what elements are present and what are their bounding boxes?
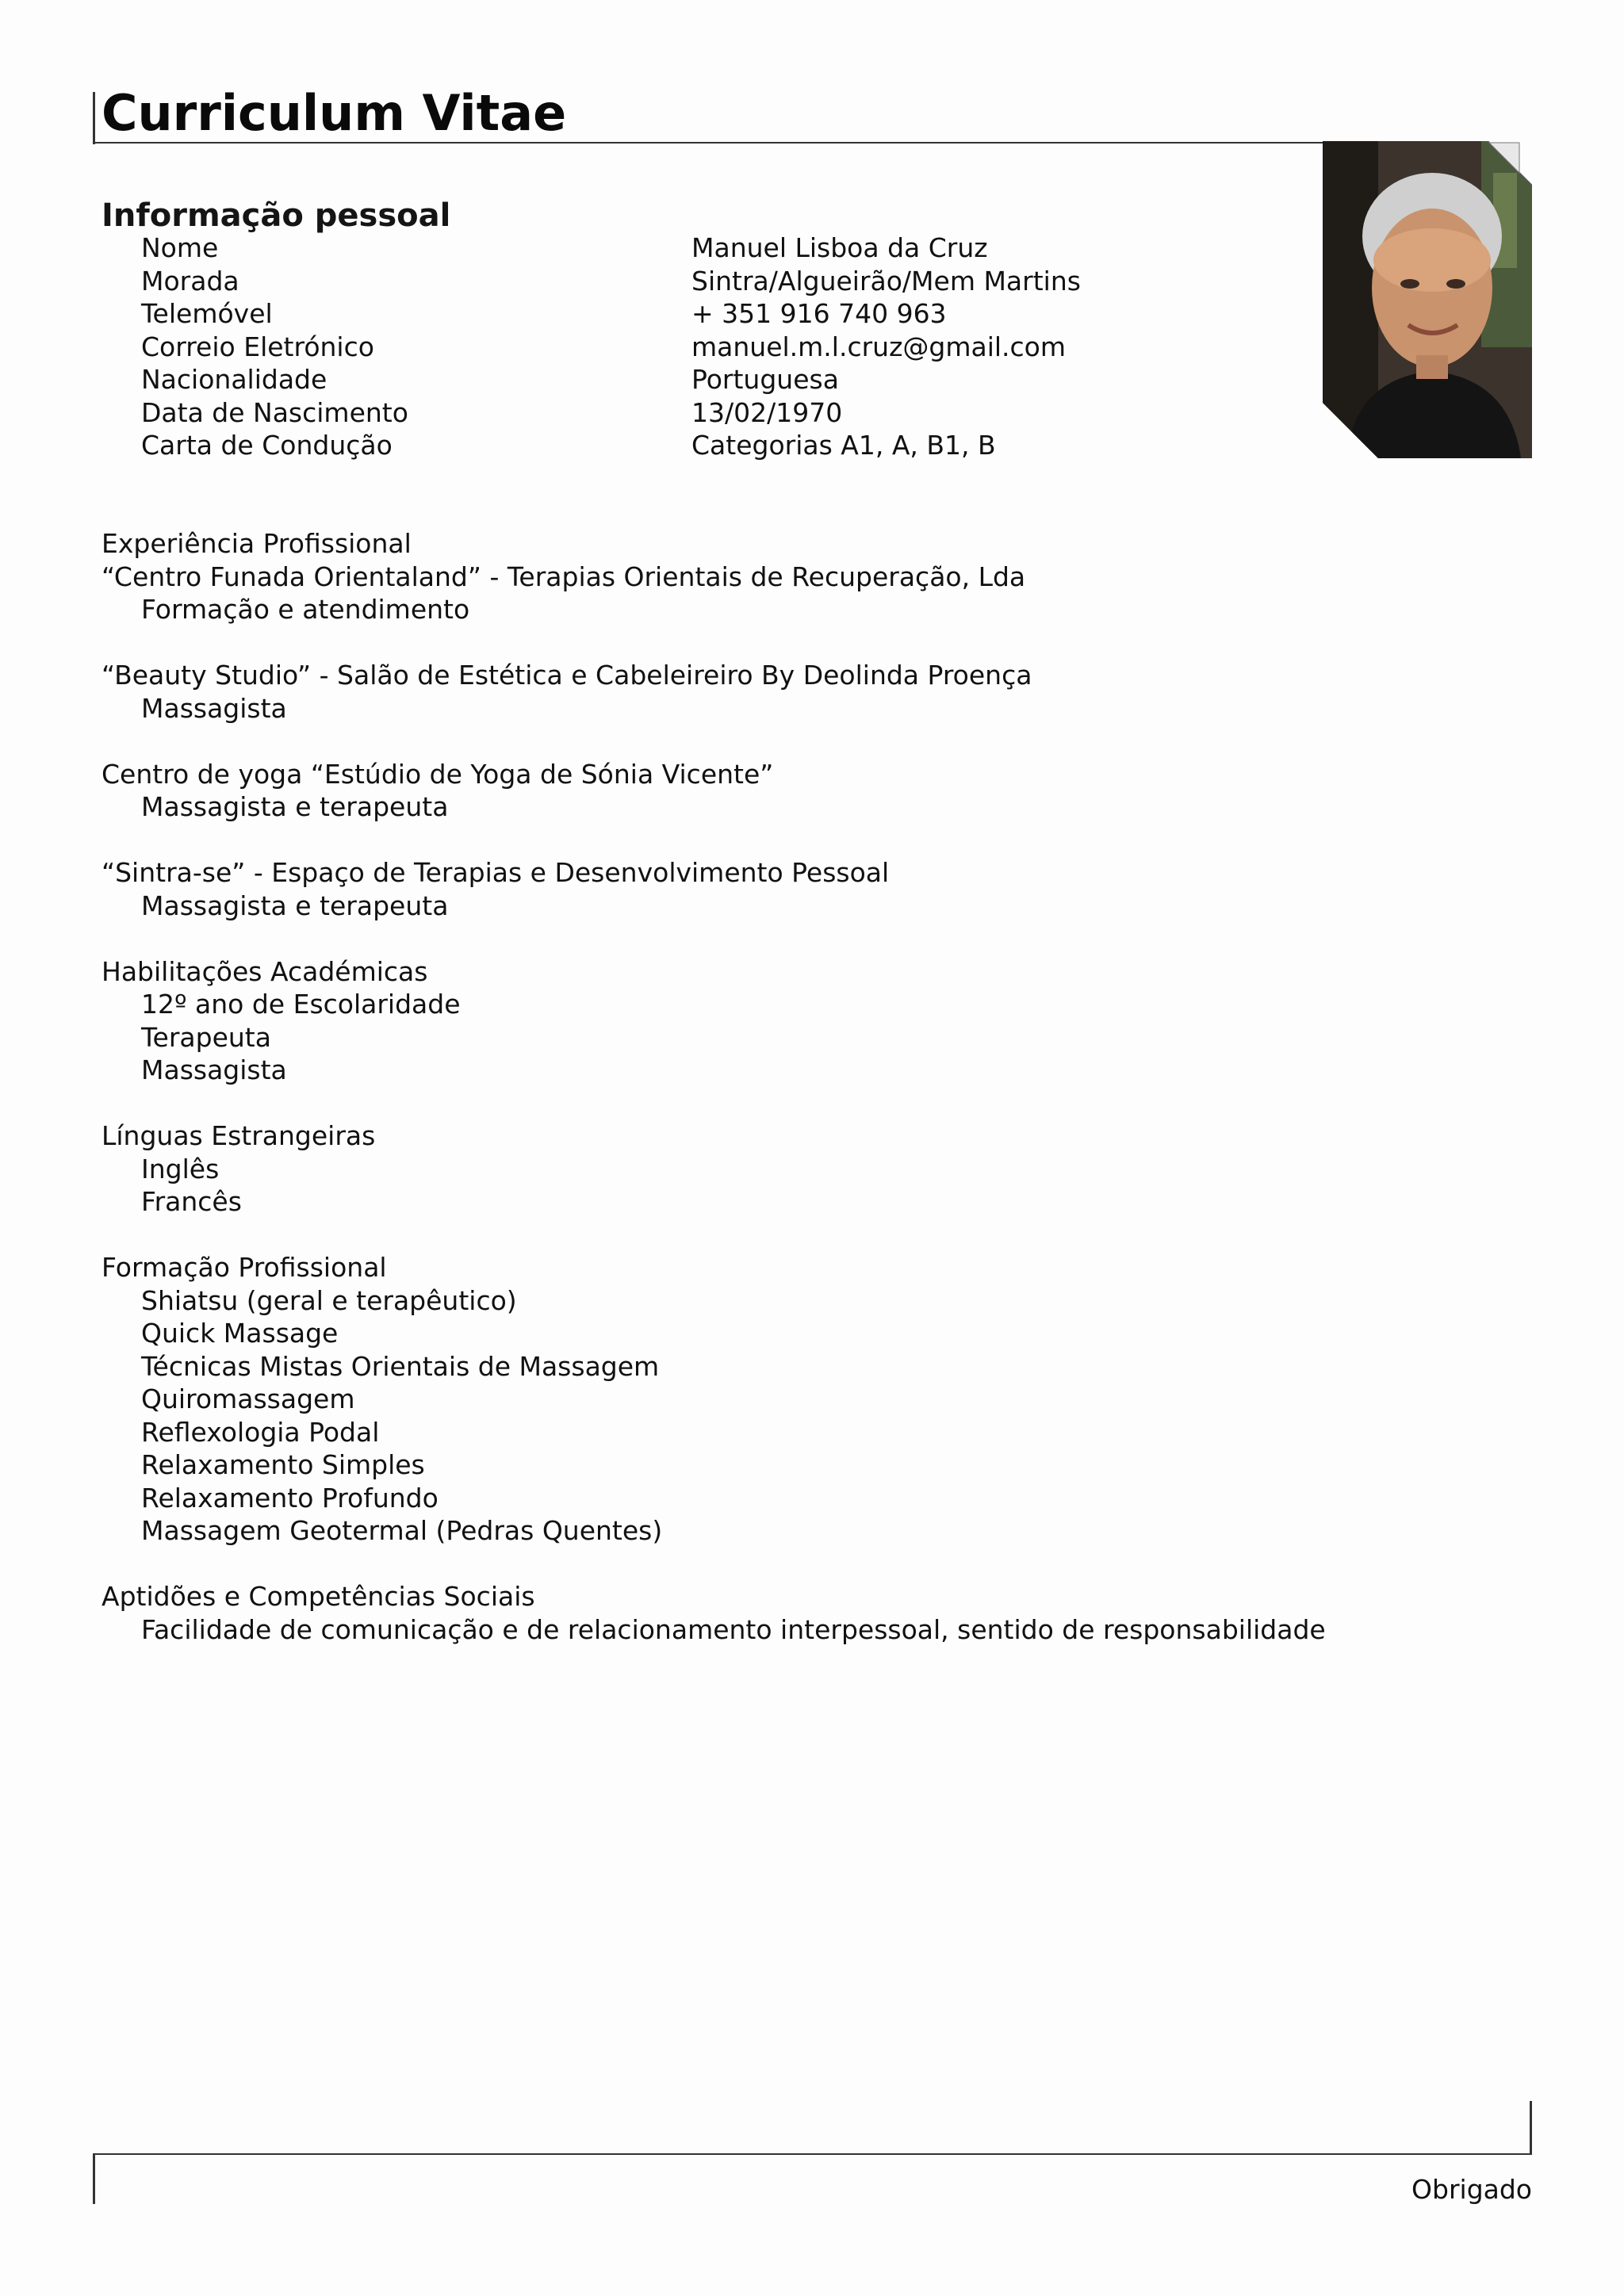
info-value-name: Manuel Lisboa da Cruz [691, 232, 988, 263]
info-label: Data de Nascimento [141, 396, 408, 428]
job-role: Massagista e terapeuta [141, 791, 449, 822]
education-heading: Habilitações Académicas [102, 955, 428, 987]
languages-heading: Línguas Estrangeiras [102, 1120, 376, 1151]
list-item: Inglês [141, 1153, 220, 1184]
info-label: Nacionalidade [141, 364, 327, 395]
info-value-license: Categorias A1, A, B1, B [691, 430, 996, 461]
footer-top-rule [93, 2153, 1532, 2155]
info-label: Telemóvel [141, 298, 273, 329]
info-value-birthdate: 13/02/1970 [691, 396, 843, 428]
photo-page-curl [1488, 141, 1532, 186]
info-label: Carta de Condução [141, 430, 393, 461]
footer-right-rule [1530, 2101, 1532, 2155]
title-left-rule [93, 92, 95, 144]
list-item: 12º ano de Escolaridade [141, 989, 461, 1020]
skills-section [102, 1580, 1497, 1646]
experience-job [102, 758, 1497, 824]
list-item: Terapeuta [141, 1021, 271, 1053]
footer-closing-text: Obrigado [1411, 2174, 1532, 2205]
list-item: Shiatsu (geral e terapêutico) [141, 1284, 517, 1316]
personal-info-labels [141, 232, 408, 462]
list-item: Quiromassagem [141, 1383, 355, 1414]
list-item: Francês [141, 1186, 242, 1217]
info-label: Morada [141, 265, 239, 297]
languages-section [102, 1119, 1497, 1219]
page-title: Curriculum Vitae [102, 84, 567, 142]
list-item: Massagem Geotermal (Pedras Quentes) [141, 1515, 663, 1546]
education-section [102, 955, 1497, 1087]
info-value-nationality: Portuguesa [691, 364, 839, 395]
info-value-phone: + 351 916 740 963 [691, 298, 947, 329]
job-employer: “Centro Funada Orientaland” - Terapias Orientais de Recuperação, Lda [102, 561, 1026, 592]
experience-heading: Experiência Profissional [102, 528, 412, 559]
experience-job [102, 659, 1497, 725]
info-value-address: Sintra/Algueirão/Mem Martins [691, 265, 1081, 297]
experience-job [102, 856, 1497, 922]
profile-photo [1323, 141, 1532, 458]
job-role: Massagista [141, 692, 287, 724]
personal-info-values [691, 232, 1081, 462]
job-role: Formação e atendimento [141, 594, 470, 625]
info-value-email: manuel.m.l.cruz@gmail.com [691, 331, 1067, 362]
cv-body [102, 527, 1497, 1679]
job-role: Massagista e terapeuta [141, 890, 449, 921]
list-item: Quick Massage [141, 1318, 339, 1349]
experience-section [102, 527, 1497, 626]
list-item: Relaxamento Simples [141, 1449, 425, 1480]
training-heading: Formação Profissional [102, 1252, 387, 1283]
footer-left-rule [93, 2153, 95, 2204]
skills-heading: Aptidões e Competências Sociais [102, 1581, 535, 1612]
list-item: Massagista [141, 1054, 287, 1085]
info-label: Nome [141, 232, 219, 263]
personal-info-heading: Informação pessoal [102, 197, 451, 234]
job-employer: “Sintra-se” - Espaço de Terapias e Desenvolvimento Pessoal [102, 857, 890, 888]
list-item: Técnicas Mistas Orientais de Massagem [141, 1350, 660, 1382]
list-item: Facilidade de comunicação e de relacionamento interpessoal, sentido de responsabilidade [141, 1613, 1326, 1645]
list-item: Relaxamento Profundo [141, 1482, 439, 1513]
list-item: Reflexologia Podal [141, 1416, 380, 1448]
job-employer: “Beauty Studio” - Salão de Estética e Cabeleireiro By Deolinda Proença [102, 660, 1032, 691]
job-employer: Centro de yoga “Estúdio de Yoga de Sónia Vicente” [102, 758, 774, 790]
info-label: Correio Eletrónico [141, 331, 374, 362]
training-section [102, 1251, 1497, 1548]
